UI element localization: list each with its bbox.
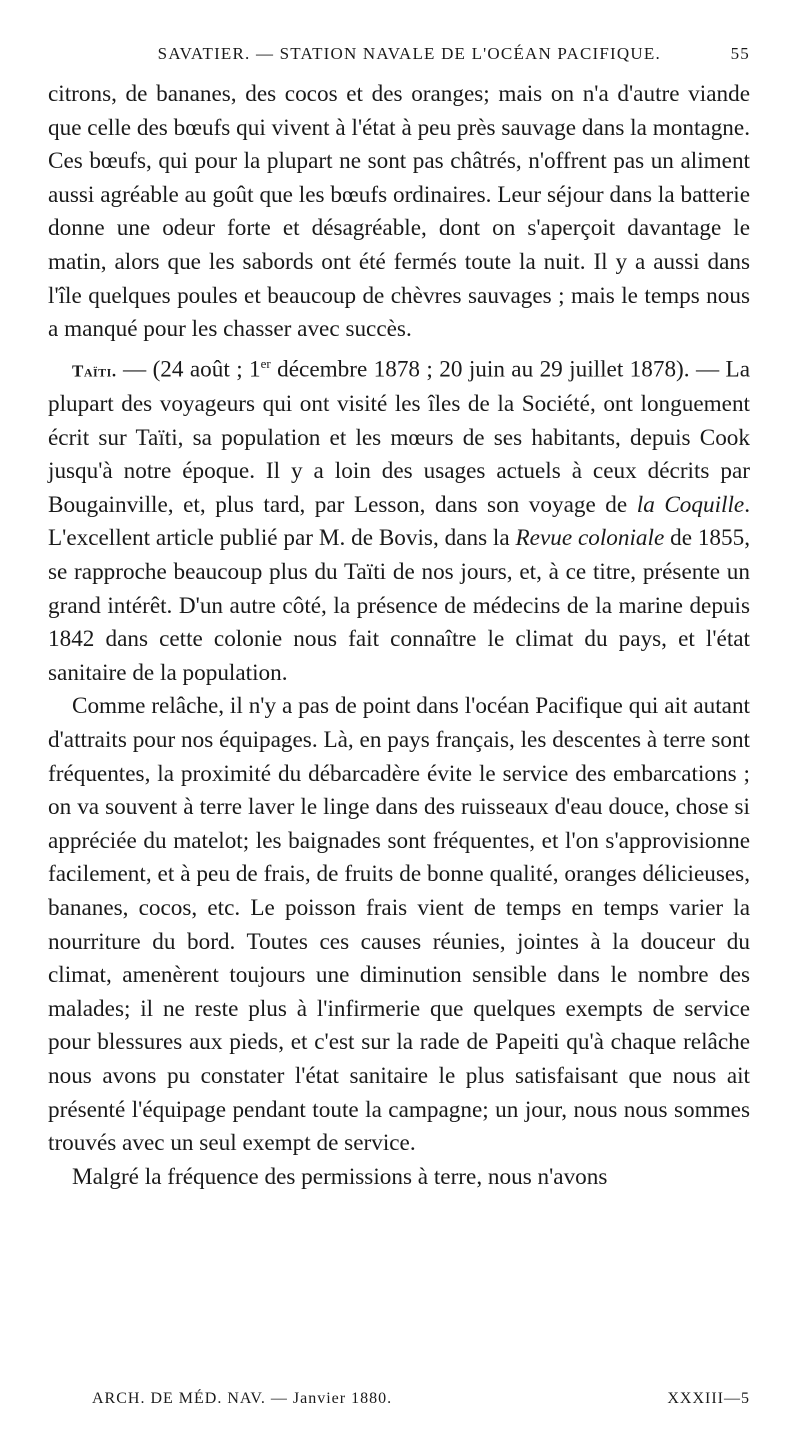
page xyxy=(48,44,750,1194)
running-head xyxy=(48,44,750,64)
section-label-taiti: Taïti. xyxy=(72,361,117,381)
paragraph-2-part-b: décembre 1878 ; 20 juin au 29 juillet 1878). — La plupart des voyageurs qui ont visité les îles de la Société, ont longuement écrit sur Taïti, sa population et les mœurs de ses habitants, depuis Cook jusqu'à notre époque. Il y a loin des usages actuels à ceux décrits par Bougainville, et, plus tard, par Lesson, dans son voyage de xyxy=(48,356,750,518)
paragraph-2 xyxy=(48,347,750,691)
body-text xyxy=(48,78,750,1194)
paragraph-3: Comme relâche, il n'y a pas de point dans l'océan Pacifique qui ait autant d'attraits pour nos équipages. Là, en pays français, les descentes à terre sont fréquentes, la proximité du débarcadère évite le service des embarcations ; on va souvent à terre laver le linge dans des ruisseaux d'eau douce, chose si appréciée du matelot; les baignades sont fréquentes, et l'on s'approvisionne facilement, et à peu de frais, de fruits de bonne qualité, oranges délicieuses, bananes, cocos, etc. Le poisson frais vient de temps en temps varier la nourriture du bord. Toutes ces causes réunies, jointes à la douceur du climat, amenèrent toujours une diminution sensible dans le nombre des malades; il ne reste plus à l'infirmerie que quelques exempts de service pour blessures aux pieds, et c'est sur la rade de Papeiti qu'à chaque relâche nous avons pu constater l'état sanitaire le plus satisfaisant que nous ait présenté l'équipage pendant toute la campagne; un jour, nous nous sommes trouvés avec un seul exempt de service. xyxy=(48,693,750,1157)
page-footer xyxy=(48,1390,750,1408)
footer-signature: XXXIII—5 xyxy=(667,1390,750,1407)
running-title: SAVATIER. — STATION NAVALE DE L'OCÉAN PACIFIQUE. xyxy=(157,44,661,63)
superscript-er: er xyxy=(260,355,271,371)
page-number: 55 xyxy=(730,44,750,63)
paragraph-4: Malgré la fréquence des permissions à terre, nous n'avons xyxy=(72,1163,608,1190)
footer-journal: ARCH. DE MÉD. NAV. — Janvier 1880. xyxy=(92,1390,393,1407)
paragraph-1: citrons, de bananes, des cocos et des oranges; mais on n'a d'autre viande que celle des bœufs qui vivent à l'état à peu près sauvage dans la montagne. Ces bœufs, qui pour la plupart ne sont pas châtrés, n'offrent pas un aliment aussi agréable au goût que les bœufs ordinaires. Leur séjour dans la batterie donne une odeur forte et désagréable, dont on s'aperçoit davantage le matin, alors que les sabords ont été fermés toute la nuit. Il y a aussi dans l'île quelques poules et beaucoup de chèvres sauvages ; mais le temps nous a manqué pour les chasser avec succès. xyxy=(48,81,750,343)
paragraph-2-part-d: de 1855, se rapproche beaucoup plus du Taïti de nos jours, et, à ce titre, présente un grand intérêt. D'un autre côté, la présence de médecins de la marine depuis 1842 dans cette colonie nous fait connaître le climat du pays, et l'état sanitaire de la population. xyxy=(48,525,750,686)
italic-revue-coloniale: Revue coloniale xyxy=(515,525,665,552)
paragraph-2-part-c: . L'excellent article publié par M. de Bovis, dans la xyxy=(48,491,750,552)
paragraph-2-part-a: — (24 août ; 1 xyxy=(116,356,261,383)
italic-la-coquille: la Coquille xyxy=(636,491,745,518)
